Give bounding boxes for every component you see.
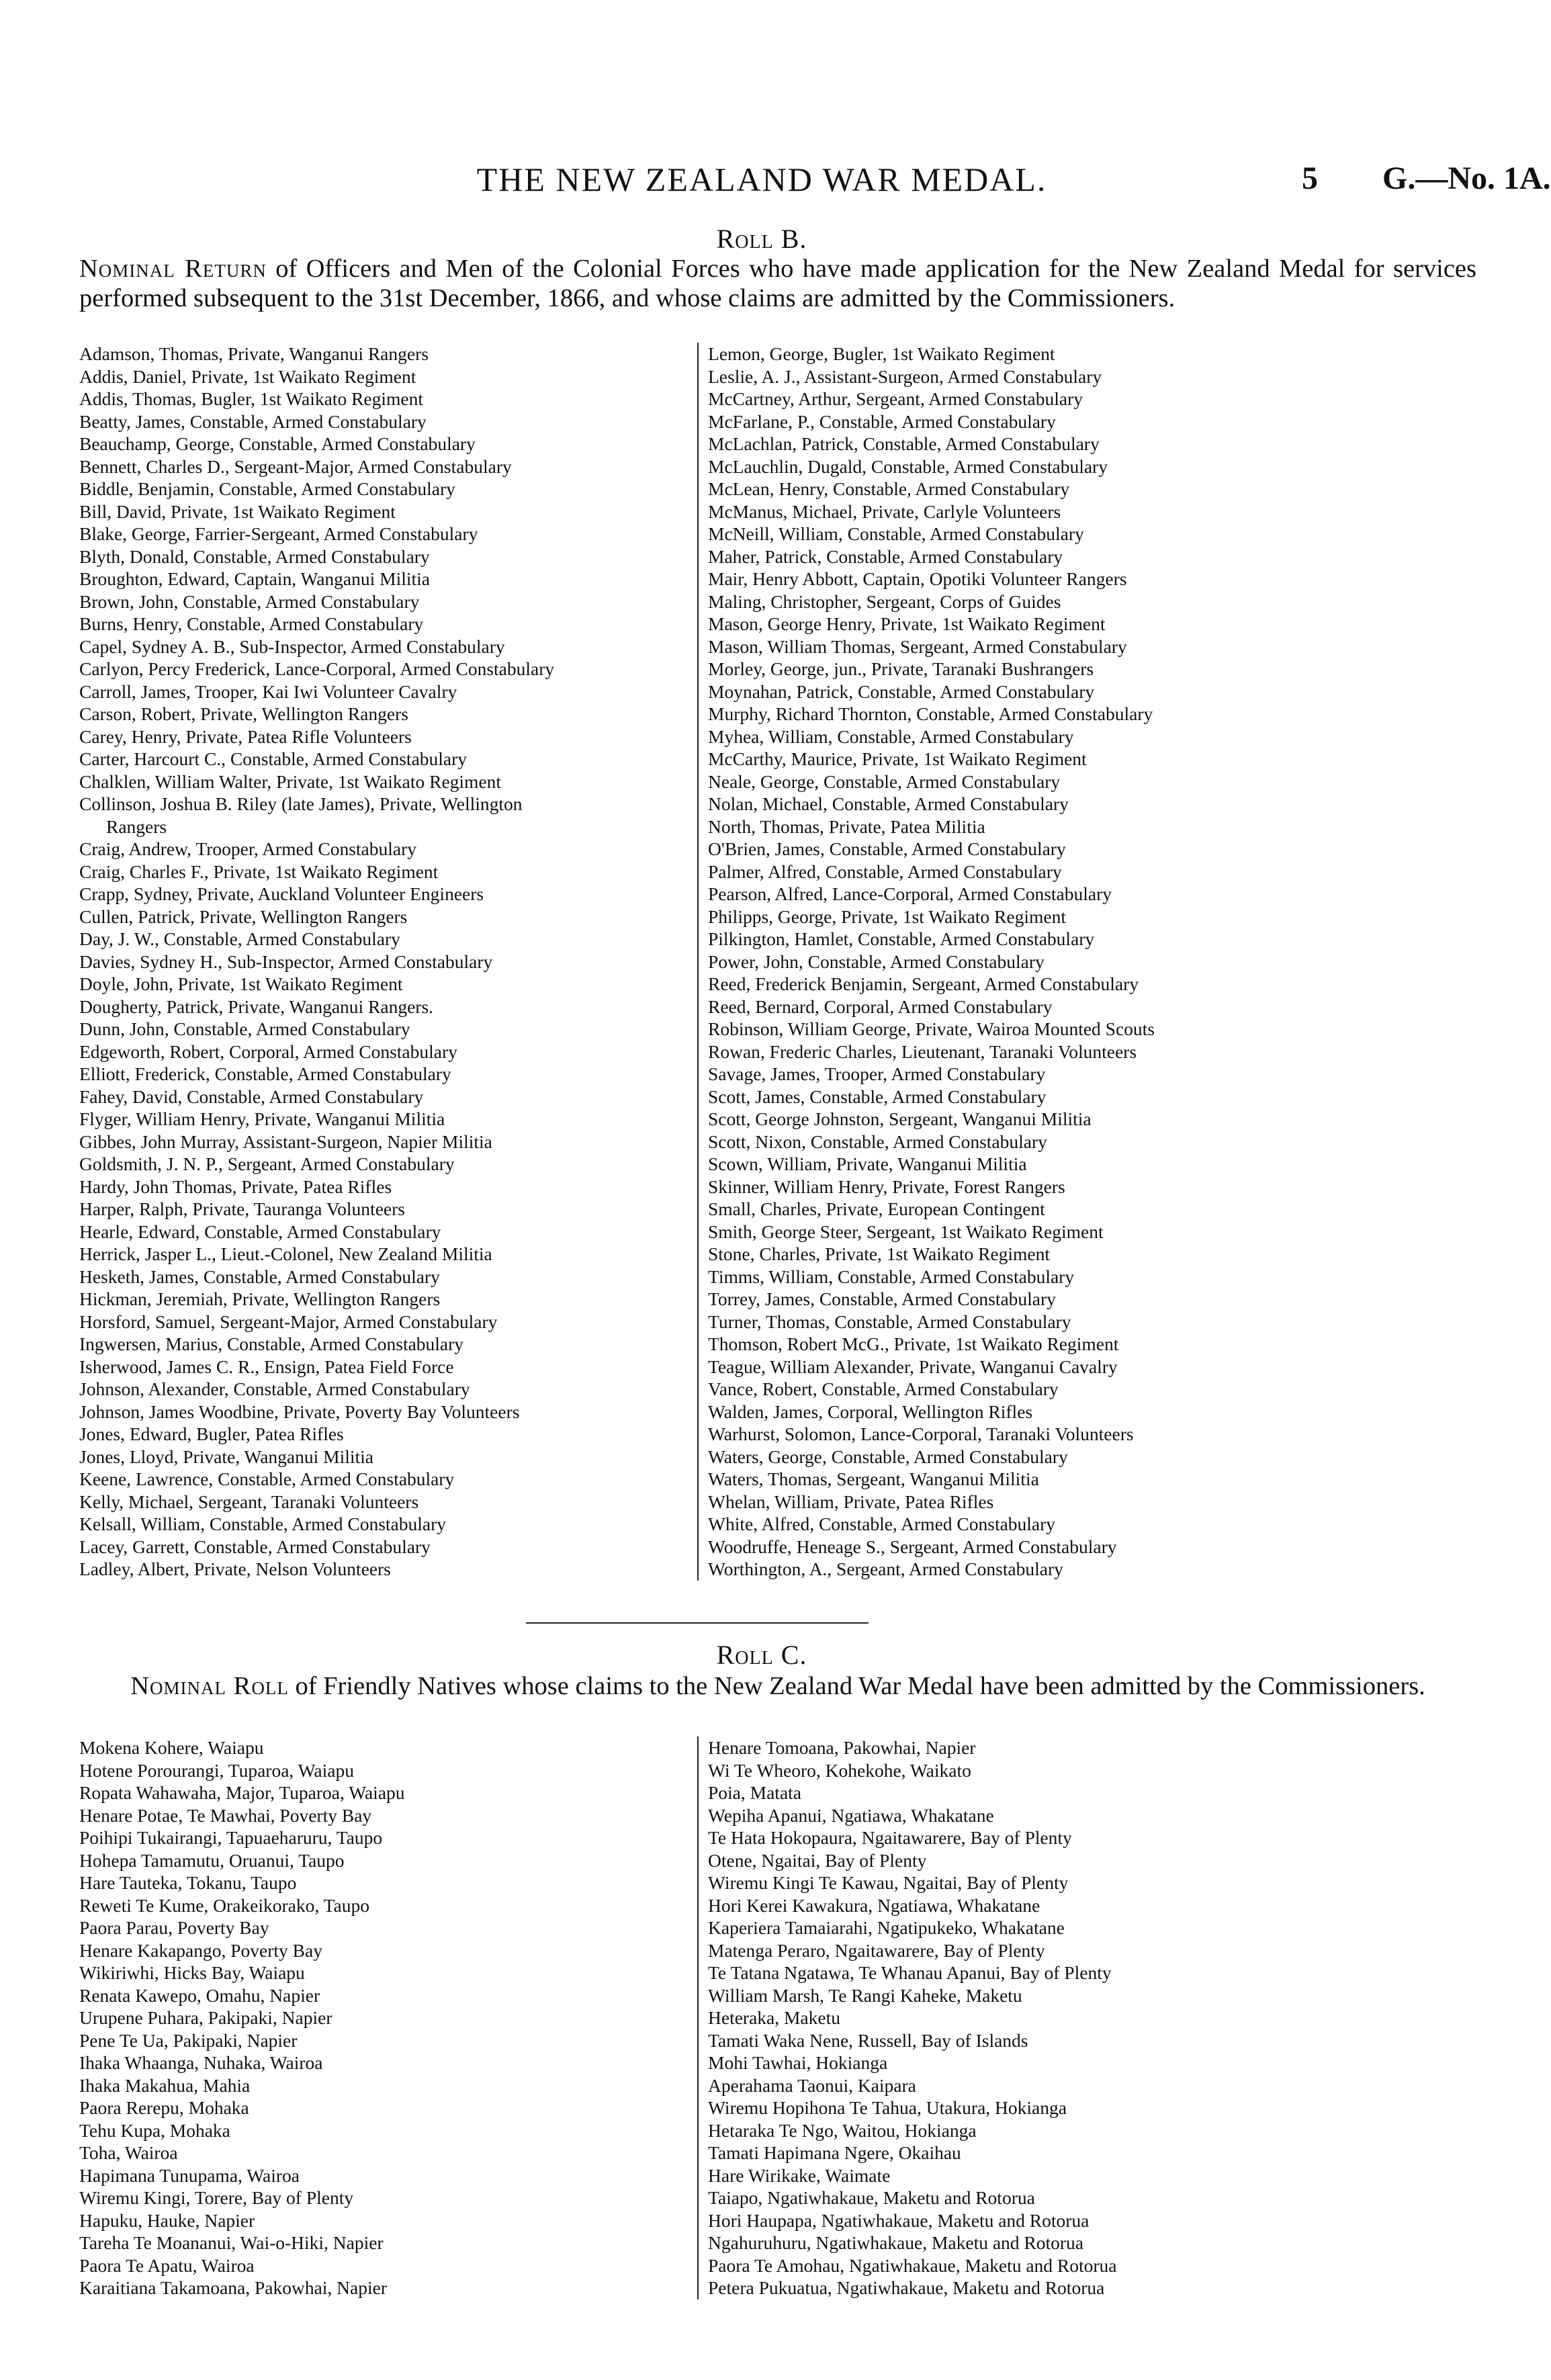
- list-item: Whelan, William, Private, Patea Rifles: [708, 1491, 994, 1512]
- list-item: Pene Te Ua, Pakipaki, Napier: [79, 2029, 298, 2051]
- list-item: Rowan, Frederic Charles, Lieutenant, Taranaki Volunteers: [708, 1041, 1137, 1062]
- list-item: North, Thomas, Private, Patea Militia: [708, 816, 985, 837]
- roll-c-intro: [79, 1671, 1476, 1701]
- list-item: Pilkington, Hamlet, Constable, Armed Constabulary: [708, 928, 1095, 949]
- page-reference: G.—No. 1A.: [1382, 161, 1551, 196]
- list-item: Carlyon, Percy Frederick, Lance-Corporal, Armed Constabulary: [79, 658, 555, 679]
- list-item: William Marsh, Te Rangi Kaheke, Maketu: [708, 1984, 1022, 2006]
- list-item: Rangers: [106, 816, 167, 837]
- roll-b-left-column: [79, 343, 554, 1581]
- list-item: Henare Potae, Te Mawhai, Poverty Bay: [79, 1804, 372, 1826]
- list-item: Maling, Christopher, Sergeant, Corps of Guides: [708, 590, 1061, 612]
- list-item: Jones, Lloyd, Private, Wanganui Militia: [79, 1446, 373, 1467]
- list-item: Robinson, William George, Private, Wairoa Mounted Scouts: [708, 1018, 1155, 1039]
- list-item: Wi Te Wheoro, Kohekohe, Waikato: [708, 1759, 971, 1781]
- list-item: Paora Rerepu, Mohaka: [79, 2097, 249, 2118]
- list-item: Matenga Peraro, Ngaitawarere, Bay of Plenty: [708, 1939, 1045, 1961]
- list-item: Hotene Porourangi, Tuparoa, Waiapu: [79, 1759, 354, 1781]
- list-item: White, Alfred, Constable, Armed Constabulary: [708, 1513, 1056, 1534]
- list-item: Elliott, Frederick, Constable, Armed Constabulary: [79, 1063, 451, 1084]
- list-item: Flyger, William Henry, Private, Wanganui Militia: [79, 1108, 445, 1129]
- list-item: Lemon, George, Bugler, 1st Waikato Regiment: [708, 343, 1055, 364]
- list-item: Harper, Ralph, Private, Tauranga Volunteers: [79, 1198, 405, 1219]
- list-item: Henare Kakapango, Poverty Bay: [79, 1939, 322, 1961]
- list-item: McManus, Michael, Private, Carlyle Volunteers: [708, 500, 1061, 522]
- section-divider: [526, 1622, 869, 1624]
- list-item: Scown, William, Private, Wanganui Militia: [708, 1153, 1027, 1174]
- list-item: Ingwersen, Marius, Constable, Armed Constabulary: [79, 1333, 464, 1354]
- list-item: Morley, George, jun., Private, Taranaki Bushrangers: [708, 658, 1094, 679]
- list-item: Wiremu Kingi, Torere, Bay of Plenty: [79, 2187, 354, 2208]
- list-item: Blake, George, Farrier-Sergeant, Armed Constabulary: [79, 523, 478, 544]
- list-item: Adamson, Thomas, Private, Wanganui Rangers: [79, 343, 429, 364]
- list-item: Craig, Charles F., Private, 1st Waikato Regiment: [79, 861, 439, 882]
- list-item: Wikiriwhi, Hicks Bay, Waiapu: [79, 1962, 305, 1983]
- list-item: Hearle, Edward, Constable, Armed Constabulary: [79, 1221, 441, 1242]
- list-item: Tamati Hapimana Ngere, Okaihau: [708, 2142, 961, 2163]
- list-item: Waters, Thomas, Sergeant, Wanganui Militia: [708, 1468, 1039, 1489]
- roll-c-title: Roll C.: [716, 1640, 807, 1670]
- list-item: Mason, William Thomas, Sergeant, Armed Constabulary: [708, 635, 1127, 657]
- list-item: Paora Te Apatu, Wairoa: [79, 2254, 255, 2276]
- list-item: Beauchamp, George, Constable, Armed Constabulary: [79, 433, 476, 454]
- list-item: Fahey, David, Constable, Armed Constabulary: [79, 1086, 424, 1107]
- list-item: Burns, Henry, Constable, Armed Constabulary: [79, 613, 424, 634]
- list-item: Addis, Daniel, Private, 1st Waikato Regiment: [79, 365, 416, 387]
- roll-c-left-column: [79, 1736, 405, 2299]
- list-item: Carroll, James, Trooper, Kai Iwi Volunteer Cavalry: [79, 680, 457, 702]
- list-item: Hori Kerei Kawakura, Ngatiawa, Whakatane: [708, 1894, 1040, 1916]
- list-item: Nolan, Michael, Constable, Armed Constabulary: [708, 793, 1069, 814]
- list-item: Wiremu Hopihona Te Tahua, Utakura, Hokianga: [708, 2097, 1067, 2118]
- list-item: Scott, James, Constable, Armed Constabulary: [708, 1086, 1047, 1107]
- list-item: Ihaka Whaanga, Nuhaka, Wairoa: [79, 2052, 323, 2073]
- list-item: McLachlan, Patrick, Constable, Armed Constabulary: [708, 433, 1100, 454]
- list-item: Smith, George Steer, Sergeant, 1st Waikato Regiment: [708, 1221, 1104, 1242]
- list-item: Worthington, A., Sergeant, Armed Constabulary: [708, 1558, 1063, 1579]
- list-item: Chalklen, William Walter, Private, 1st Waikato Regiment: [79, 770, 502, 792]
- list-item: Horsford, Samuel, Sergeant-Major, Armed Constabulary: [79, 1311, 498, 1332]
- list-item: Woodruffe, Heneage S., Sergeant, Armed Constabulary: [708, 1536, 1117, 1557]
- list-item: Blyth, Donald, Constable, Armed Constabulary: [79, 545, 430, 567]
- list-item: Kelly, Michael, Sergeant, Taranaki Volunteers: [79, 1491, 419, 1512]
- list-item: Day, J. W., Constable, Armed Constabulary: [79, 928, 400, 949]
- list-item: Leslie, A. J., Assistant-Surgeon, Armed Constabulary: [708, 365, 1102, 387]
- list-item: Stone, Charles, Private, 1st Waikato Regiment: [708, 1243, 1051, 1264]
- list-item: Hare Tauteka, Tokanu, Taupo: [79, 1872, 297, 1893]
- list-item: Savage, James, Trooper, Armed Constabulary: [708, 1063, 1046, 1084]
- roll-b-right-column: [697, 343, 1155, 1581]
- list-item: Myhea, William, Constable, Armed Constabulary: [708, 725, 1074, 747]
- list-item: Kelsall, William, Constable, Armed Constabulary: [79, 1513, 447, 1534]
- list-item: Cullen, Patrick, Private, Wellington Rangers: [79, 906, 408, 927]
- list-item: Doyle, John, Private, 1st Waikato Regiment: [79, 973, 403, 994]
- list-item: Crapp, Sydney, Private, Auckland Volunteer Engineers: [79, 883, 484, 904]
- page-header-title: THE NEW ZEALAND WAR MEDAL.: [476, 161, 1047, 198]
- list-item: Hickman, Jeremiah, Private, Wellington Rangers: [79, 1288, 441, 1309]
- list-item: Keene, Lawrence, Constable, Armed Constabulary: [79, 1468, 455, 1489]
- list-item: Taiapo, Ngatiwhakaue, Maketu and Rotorua: [708, 2187, 1035, 2208]
- list-item: McCartney, Arthur, Sergeant, Armed Constabulary: [708, 388, 1083, 409]
- list-item: Skinner, William Henry, Private, Forest Rangers: [708, 1176, 1065, 1197]
- list-item: Toha, Wairoa: [79, 2142, 178, 2163]
- list-item: Bennett, Charles D., Sergeant-Major, Armed Constabulary: [79, 455, 512, 477]
- list-item: Reweti Te Kume, Orakeikorako, Taupo: [79, 1894, 369, 1916]
- list-item: Turner, Thomas, Constable, Armed Constabulary: [708, 1311, 1071, 1332]
- list-item: Timms, William, Constable, Armed Constabulary: [708, 1266, 1075, 1287]
- list-item: Hardy, John Thomas, Private, Patea Rifles: [79, 1176, 392, 1197]
- list-item: Torrey, James, Constable, Armed Constabulary: [708, 1288, 1056, 1309]
- list-item: Walden, James, Corporal, Wellington Rifles: [708, 1401, 1033, 1422]
- list-item: Murphy, Richard Thornton, Constable, Armed Constabulary: [708, 703, 1153, 724]
- roll-c-right-column: [697, 1736, 1117, 2299]
- list-item: Scott, Nixon, Constable, Armed Constabulary: [708, 1131, 1047, 1152]
- list-item: Wiremu Kingi Te Kawau, Ngaitai, Bay of Plenty: [708, 1872, 1069, 1893]
- list-item: Vance, Robert, Constable, Armed Constabulary: [708, 1378, 1059, 1399]
- list-item: Te Tatana Ngatawa, Te Whanau Apanui, Bay of Plenty: [708, 1962, 1112, 1983]
- list-item: Dunn, John, Constable, Armed Constabulary: [79, 1018, 410, 1039]
- list-item: Edgeworth, Robert, Corporal, Armed Constabulary: [79, 1041, 457, 1062]
- list-item: Ngahuruhuru, Ngatiwhakaue, Maketu and Rotorua: [708, 2232, 1084, 2253]
- list-item: Otene, Ngaitai, Bay of Plenty: [708, 1849, 927, 1871]
- list-item: Carter, Harcourt C., Constable, Armed Constabulary: [79, 748, 468, 769]
- list-item: McFarlane, P., Constable, Armed Constabulary: [708, 410, 1056, 432]
- list-item: Davies, Sydney H., Sub-Inspector, Armed Constabulary: [79, 951, 493, 972]
- list-item: Biddle, Benjamin, Constable, Armed Constabulary: [79, 478, 455, 499]
- list-item: Renata Kawepo, Omahu, Napier: [79, 1984, 320, 2006]
- list-item: Paora Parau, Poverty Bay: [79, 1917, 269, 1938]
- list-item: Heteraka, Maketu: [708, 2007, 840, 2028]
- list-item: Capel, Sydney A. B., Sub-Inspector, Armed Constabulary: [79, 635, 505, 657]
- list-item: Philipps, George, Private, 1st Waikato Regiment: [708, 906, 1066, 927]
- list-item: Mason, George Henry, Private, 1st Waikato Regiment: [708, 613, 1106, 634]
- list-item: Bill, David, Private, 1st Waikato Regiment: [79, 500, 396, 522]
- list-item: McLauchlin, Dugald, Constable, Armed Constabulary: [708, 455, 1108, 477]
- roll-b-intro: [79, 254, 1476, 313]
- list-item: Hesketh, James, Constable, Armed Constabulary: [79, 1266, 440, 1287]
- list-item: McCarthy, Maurice, Private, 1st Waikato Regiment: [708, 748, 1087, 769]
- list-item: Ropata Wahawaha, Major, Tuparoa, Waiapu: [79, 1782, 405, 1803]
- list-item: Jones, Edward, Bugler, Patea Rifles: [79, 1423, 344, 1444]
- list-item: Mohi Tawhai, Hokianga: [708, 2052, 888, 2073]
- list-item: O'Brien, James, Constable, Armed Constabulary: [708, 838, 1066, 859]
- list-item: Warhurst, Solomon, Lance-Corporal, Taranaki Volunteers: [708, 1423, 1134, 1444]
- list-item: Poia, Matata: [708, 1782, 801, 1803]
- list-item: McNeill, William, Constable, Armed Constabulary: [708, 523, 1084, 544]
- list-item: Waters, George, Constable, Armed Constabulary: [708, 1446, 1068, 1467]
- list-item: Power, John, Constable, Armed Constabulary: [708, 951, 1045, 972]
- list-item: Lacey, Garrett, Constable, Armed Constabulary: [79, 1536, 431, 1557]
- list-item: Moynahan, Patrick, Constable, Armed Constabulary: [708, 680, 1095, 702]
- list-item: Mokena Kohere, Waiapu: [79, 1737, 264, 1758]
- list-item: Hapimana Tunupama, Wairoa: [79, 2164, 300, 2186]
- list-item: Neale, George, Constable, Armed Constabulary: [708, 770, 1061, 792]
- list-item: Carson, Robert, Private, Wellington Rangers: [79, 703, 408, 724]
- roll-c-intro-lead: Nominal Roll: [130, 1672, 289, 1700]
- list-item: Urupene Puhara, Pakipaki, Napier: [79, 2007, 333, 2028]
- list-item: Reed, Bernard, Corporal, Armed Constabulary: [708, 996, 1053, 1017]
- roll-b-intro-lead: Nominal Return: [79, 255, 267, 283]
- list-item: Aperahama Taonui, Kaipara: [708, 2074, 916, 2096]
- list-item: Reed, Frederick Benjamin, Sergeant, Armed Constabulary: [708, 973, 1139, 994]
- list-item: Johnson, Alexander, Constable, Armed Constabulary: [79, 1378, 470, 1399]
- list-item: Tehu Kupa, Mohaka: [79, 2119, 230, 2141]
- list-item: Hare Wirikake, Waimate: [708, 2164, 891, 2186]
- roll-c-intro-text: of Friendly Natives whose claims to the New Zealand War Medal have been admitted by the Commissioners.: [288, 1672, 1425, 1700]
- list-item: Ihaka Makahua, Mahia: [79, 2074, 251, 2096]
- list-item: Thomson, Robert McG., Private, 1st Waikato Regiment: [708, 1333, 1119, 1354]
- list-item: Collinson, Joshua B. Riley (late James), Private, Wellington: [79, 793, 523, 814]
- list-item: Hohepa Tamamutu, Oruanui, Taupo: [79, 1849, 345, 1871]
- list-item: Karaitiana Takamoana, Pakowhai, Napier: [79, 2277, 388, 2298]
- list-item: Kaperiera Tamaiarahi, Ngatipukeko, Whakatane: [708, 1917, 1065, 1938]
- list-item: Tareha Te Moananui, Wai-o-Hiki, Napier: [79, 2232, 384, 2253]
- list-item: Hetaraka Te Ngo, Waitou, Hokianga: [708, 2119, 977, 2141]
- list-item: Broughton, Edward, Captain, Wanganui Militia: [79, 568, 430, 589]
- roll-b-title: Roll B.: [716, 224, 807, 254]
- list-item: Addis, Thomas, Bugler, 1st Waikato Regiment: [79, 388, 424, 409]
- list-item: Palmer, Alfred, Constable, Armed Constabulary: [708, 861, 1062, 882]
- list-item: Pearson, Alfred, Lance-Corporal, Armed Constabulary: [708, 883, 1112, 904]
- list-item: Small, Charles, Private, European Contingent: [708, 1198, 1045, 1219]
- list-item: Herrick, Jasper L., Lieut.-Colonel, New Zealand Militia: [79, 1243, 492, 1264]
- list-item: Isherwood, James C. R., Ensign, Patea Field Force: [79, 1356, 454, 1377]
- list-item: Scott, George Johnston, Sergeant, Wanganui Militia: [708, 1108, 1092, 1129]
- list-item: Hori Haupapa, Ngatiwhakaue, Maketu and Rotorua: [708, 2209, 1090, 2231]
- list-item: Tamati Waka Nene, Russell, Bay of Islands: [708, 2029, 1028, 2051]
- list-item: Henare Tomoana, Pakowhai, Napier: [708, 1737, 976, 1758]
- list-item: Gibbes, John Murray, Assistant-Surgeon, Napier Militia: [79, 1131, 492, 1152]
- list-item: Hapuku, Hauke, Napier: [79, 2209, 255, 2231]
- list-item: Maher, Patrick, Constable, Armed Constabulary: [708, 545, 1063, 567]
- list-item: Beatty, James, Constable, Armed Constabulary: [79, 410, 427, 432]
- roll-b-intro-text: of Officers and Men of the Colonial Forces who have made application for the New Zealand Medal for services performed subsequent to the 31st December, 1866, and whose claims are admitted by the Commissioners.: [79, 255, 1476, 312]
- list-item: Mair, Henry Abbott, Captain, Opotiki Volunteer Rangers: [708, 568, 1127, 589]
- list-item: Dougherty, Patrick, Private, Wanganui Rangers.: [79, 996, 434, 1017]
- list-item: Paora Te Amohau, Ngatiwhakaue, Maketu and Rotorua: [708, 2254, 1117, 2276]
- list-item: Johnson, James Woodbine, Private, Poverty Bay Volunteers: [79, 1401, 520, 1422]
- page-number: 5: [1302, 161, 1318, 196]
- list-item: Brown, John, Constable, Armed Constabulary: [79, 590, 420, 612]
- list-item: Petera Pukuatua, Ngatiwhakaue, Maketu and Rotorua: [708, 2277, 1105, 2298]
- list-item: Ladley, Albert, Private, Nelson Volunteers: [79, 1558, 391, 1579]
- list-item: Wepiha Apanui, Ngatiawa, Whakatane: [708, 1804, 994, 1826]
- list-item: McLean, Henry, Constable, Armed Constabulary: [708, 478, 1070, 499]
- list-item: Carey, Henry, Private, Patea Rifle Volunteers: [79, 725, 412, 747]
- list-item: Te Hata Hokopaura, Ngaitawarere, Bay of Plenty: [708, 1827, 1072, 1848]
- list-item: Craig, Andrew, Trooper, Armed Constabulary: [79, 838, 416, 859]
- list-item: Teague, William Alexander, Private, Wanganui Cavalry: [708, 1356, 1118, 1377]
- list-item: Goldsmith, J. N. P., Sergeant, Armed Constabulary: [79, 1153, 455, 1174]
- list-item: Poihipi Tukairangi, Tapuaeharuru, Taupo: [79, 1827, 383, 1848]
